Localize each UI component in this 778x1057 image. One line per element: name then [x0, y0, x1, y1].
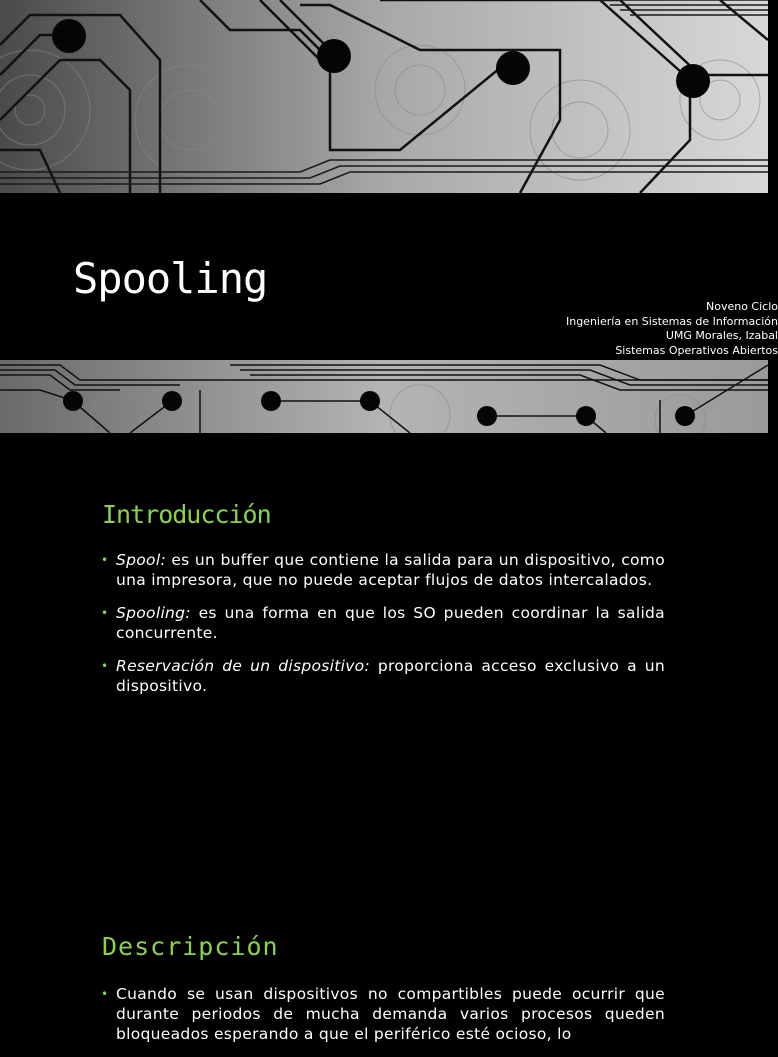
- bullet-term: Spooling:: [116, 604, 191, 622]
- bullet-term: Reservación de un dispositivo:: [116, 657, 370, 675]
- subtitle-line-course: Noveno Ciclo: [705, 300, 778, 313]
- slide-title: Spooling: [73, 254, 268, 303]
- description-heading: Descripción: [102, 932, 279, 961]
- circuit-banner-bottom: [0, 360, 768, 433]
- bullet-text: es un buffer que contiene la salida para un dispositivo, como una impresora, que no puede aceptar flujos de datos intercalados.: [116, 551, 665, 589]
- subtitle-block: [566, 300, 778, 358]
- bullet-icon: •: [101, 606, 109, 620]
- list-item: [101, 603, 665, 643]
- list-item: [101, 984, 665, 1044]
- subtitle-line-subject: Sistemas Operativos Abiertos: [615, 343, 778, 357]
- list-item: [101, 550, 665, 590]
- circuit-banner-top: [0, 0, 768, 193]
- circuit-strip-image: [0, 360, 768, 433]
- bullet-icon: •: [101, 659, 109, 673]
- title-slide: [0, 0, 778, 433]
- bullet-icon: •: [101, 553, 109, 567]
- subtitle-line-campus: UMG Morales, Izabal: [665, 329, 778, 342]
- bullet-text: es una forma en que los SO pueden coordinar la salida concurrente.: [116, 604, 665, 642]
- bullet-icon: •: [101, 987, 109, 1001]
- bullet-term: Spool:: [116, 551, 166, 569]
- intro-heading: Introducción: [102, 500, 271, 529]
- intro-bullet-list: [101, 550, 665, 709]
- list-item: [101, 656, 665, 696]
- subtitle-line-degree: Ingeniería en Sistemas de Información: [565, 314, 778, 328]
- content-slide: [0, 433, 768, 1043]
- circuit-background-image: [0, 0, 768, 193]
- bullet-text: Cuando se usan dispositivos no compartibles puede ocurrir que durante periodos de mucha demanda varios procesos queden bloqueados esperando a que el periférico esté ocioso, lo: [116, 985, 665, 1043]
- description-bullet-list: [101, 984, 665, 1057]
- bullet-text: proporciona acceso exclusivo a un dispositivo.: [116, 657, 665, 695]
